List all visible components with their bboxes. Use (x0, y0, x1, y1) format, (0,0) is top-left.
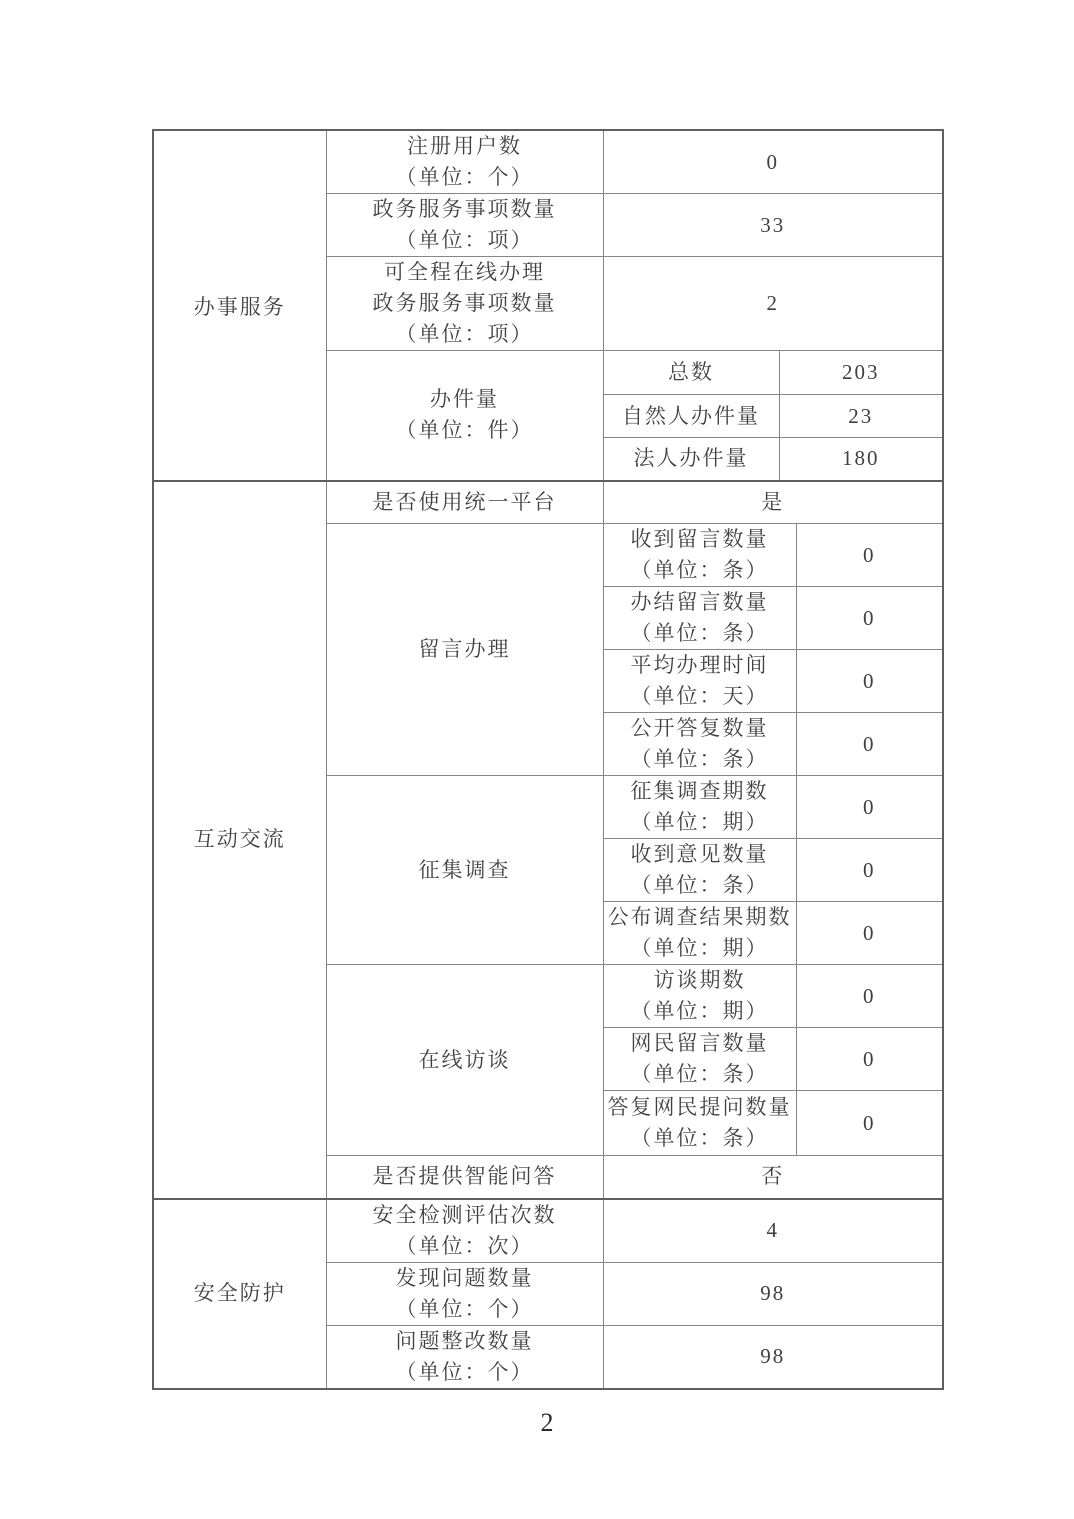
item-unit: （单位：期） (630, 999, 769, 1023)
item-label: 问题整改数量 (395, 1328, 534, 1353)
value-cell: 203 (779, 351, 943, 395)
subitem-label-cell (603, 1091, 796, 1156)
value-cell: 23 (779, 395, 943, 438)
item-label-cell (326, 351, 603, 481)
item-unit: （单位：件） (395, 418, 534, 443)
value-cell: 0 (603, 130, 943, 194)
table-row (153, 1199, 943, 1263)
page-number: 2 (540, 1408, 554, 1437)
item-label: 网民留言数量 (630, 1031, 769, 1055)
value-cell: 33 (603, 194, 943, 257)
subitem-label-cell (603, 776, 796, 839)
item-label-cell (326, 1199, 603, 1263)
value-cell: 180 (779, 438, 943, 481)
subitem-label-cell (603, 902, 796, 965)
item-unit: （单位：条） (630, 873, 769, 897)
item-unit: （单位：个） (395, 1359, 534, 1384)
item-unit: （单位：项） (395, 322, 534, 346)
group-name-cell: 在线访谈 (326, 965, 603, 1156)
item-label: 答复网民提问数量 (607, 1095, 792, 1119)
table-row (153, 481, 943, 524)
value-cell: 是 (603, 481, 943, 524)
item-label-cell (326, 194, 603, 257)
item-label-cell: 是否使用统一平台 (326, 481, 603, 524)
item-label: 政务服务事项数量 (372, 291, 557, 315)
value-cell: 0 (796, 965, 943, 1028)
value-cell: 否 (603, 1156, 943, 1199)
value-cell: 2 (603, 257, 943, 351)
value-cell: 0 (796, 650, 943, 713)
item-label: 访谈期数 (653, 968, 746, 992)
item-label: 公开答复数量 (630, 716, 769, 740)
subitem-label-cell (603, 1028, 796, 1091)
item-unit: （单位：个） (395, 1296, 534, 1321)
value-cell: 0 (796, 587, 943, 650)
subitem-label-cell (603, 650, 796, 713)
item-label: 政务服务事项数量 (372, 197, 557, 221)
value-cell: 0 (796, 776, 943, 839)
value-cell: 0 (796, 524, 943, 587)
value-cell: 0 (796, 1091, 943, 1156)
subitem-label-cell (603, 524, 796, 587)
item-label-cell (326, 1262, 603, 1325)
value-cell: 98 (603, 1325, 943, 1389)
item-unit: （单位：条） (630, 1126, 769, 1150)
subitem-label-cell: 自然人办件量 (603, 395, 779, 438)
item-unit: （单位：条） (630, 1062, 769, 1086)
item-unit: （单位：期） (630, 936, 769, 960)
group-name-cell: 征集调查 (326, 776, 603, 965)
item-label: 收到意见数量 (630, 842, 769, 866)
item-unit: （单位：个） (395, 165, 534, 189)
subitem-label-cell: 总数 (603, 351, 779, 395)
item-label-cell (326, 1325, 603, 1389)
item-unit: （单位：条） (630, 747, 769, 771)
group-name-cell: 留言办理 (326, 524, 603, 776)
item-label: 办件量 (430, 387, 499, 412)
item-label-cell (326, 130, 603, 194)
table-row (153, 130, 943, 194)
item-label: 公布调查结果期数 (607, 905, 792, 929)
value-cell: 0 (796, 1028, 943, 1091)
subitem-label-cell (603, 965, 796, 1028)
item-label: 注册用户数 (407, 134, 522, 158)
subitem-label-cell: 法人办件量 (603, 438, 779, 481)
item-label: 平均办理时间 (630, 653, 769, 677)
category-cell: 安全防护 (153, 1199, 326, 1389)
value-cell: 0 (796, 839, 943, 902)
item-label-cell (326, 257, 603, 351)
item-unit: （单位：天） (630, 684, 769, 708)
item-unit: （单位：项） (395, 228, 534, 252)
subitem-label-cell (603, 713, 796, 776)
item-unit: （单位：条） (630, 558, 769, 582)
item-unit: （单位：条） (630, 621, 769, 645)
value-cell: 0 (796, 713, 943, 776)
item-label: 可全程在线办理 (384, 260, 545, 284)
value-cell: 4 (603, 1199, 943, 1263)
value-cell: 0 (796, 902, 943, 965)
subitem-label-cell (603, 587, 796, 650)
item-label: 收到留言数量 (630, 527, 769, 551)
item-label-cell: 是否提供智能问答 (326, 1156, 603, 1199)
item-label: 征集调查期数 (630, 779, 769, 803)
category-cell: 互动交流 (153, 481, 326, 1199)
subitem-label-cell (603, 839, 796, 902)
item-label: 安全检测评估次数 (372, 1202, 557, 1227)
value-cell: 98 (603, 1262, 943, 1325)
item-unit: （单位：次） (395, 1233, 534, 1258)
category-cell: 办事服务 (153, 130, 326, 481)
report-table (152, 129, 944, 1390)
item-label: 发现问题数量 (395, 1265, 534, 1290)
item-unit: （单位：期） (630, 810, 769, 834)
item-label: 办结留言数量 (630, 590, 769, 614)
